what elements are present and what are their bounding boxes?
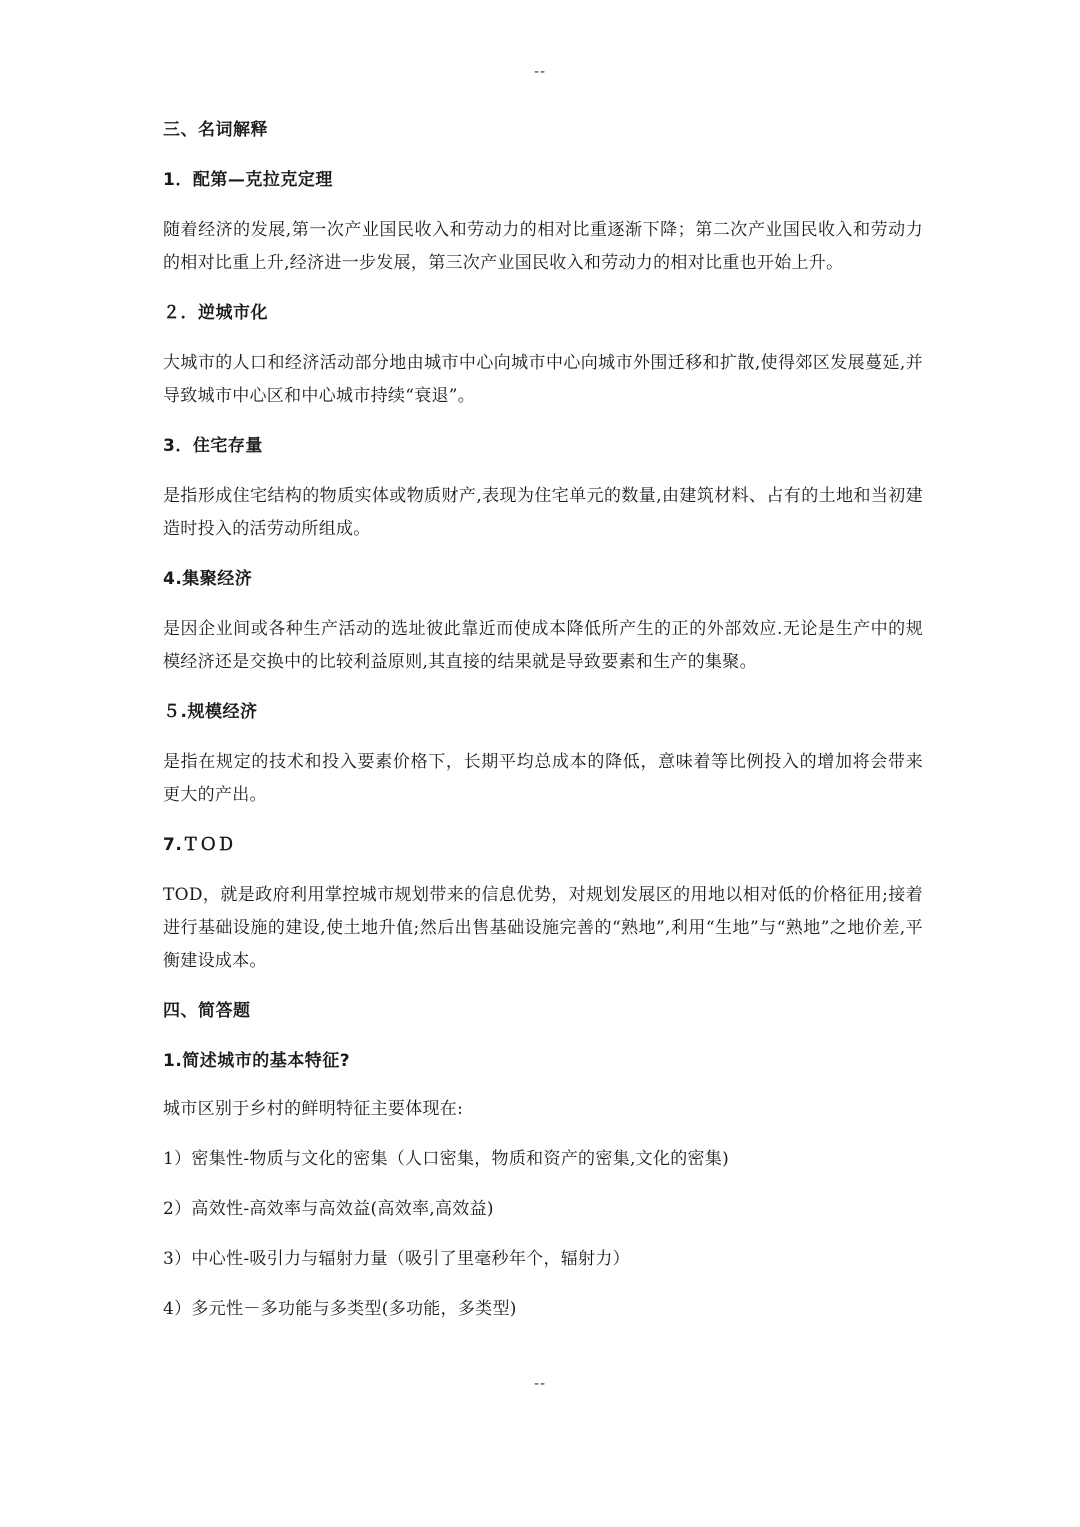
term-entry xyxy=(163,299,923,413)
answer-list-item: 1）密集性-物质与文化的密集（人口密集，物质和资产的密集,文化的密集) xyxy=(163,1149,730,1169)
page-bottom-marker: -- xyxy=(533,1376,547,1392)
answer-list-item: 2）高效性-高效率与高效益(高效率,高效益) xyxy=(163,1199,494,1219)
term-entry xyxy=(163,698,923,812)
term-definition: 大城市的人口和经济活动部分地由城市中心向城市中心向城市外围迁移和扩散,使得郊区发展蔓延,并导致城市中心区和中心城市持续“衰退”。 xyxy=(163,353,923,406)
section-title-short-answer: 四、简答题 xyxy=(163,1001,251,1021)
answer-list-item: 3）中心性-吸引力与辐射力量（吸引了里毫秒年个，辐射力） xyxy=(163,1249,630,1269)
answer-list-item: 4）多元性－多功能与多类型(多功能，多类型) xyxy=(163,1299,517,1319)
term-heading: ２．逆城市化 xyxy=(163,303,268,323)
question-heading: 1.简述城市的基本特征? xyxy=(163,1051,351,1071)
term-definition: TOD，就是政府利用掌控城市规划带来的信息优势，对规划发展区的用地以相对低的价格征用;接着进行基础设施的建设,使土地升值;然后出售基础设施完善的“熟地”,利用“生地”与“熟地”之地价差,平衡建设成本。 xyxy=(163,885,923,971)
term-definition: 是因企业间或各种生产活动的选址彼此靠近而使成本降低所产生的正的外部效应.无论是生产中的规模经济还是交换中的比较利益原则,其直接的结果就是导致要素和生产的集聚。 xyxy=(163,619,923,672)
term-heading: 7.ＴＯＤ xyxy=(163,835,235,855)
term-definition: 随着经济的发展,第一次产业国民收入和劳动力的相对比重逐渐下降；第二次产业国民收入和劳动力的相对比重上升,经济进一步发展，第三次产业国民收入和劳动力的相对比重也开始上升。 xyxy=(163,220,923,273)
section-title-terms: 三、名词解释 xyxy=(163,120,268,140)
answer-intro: 城市区别于乡村的鲜明特征主要体现在: xyxy=(163,1099,464,1119)
term-heading: 4.集聚经济 xyxy=(163,569,253,589)
term-entry xyxy=(163,166,923,280)
term-heading: ５.规模经济 xyxy=(163,702,258,722)
term-definition: 是指形成住宅结构的物质实体或物质财产,表现为住宅单元的数量,由建筑材料、占有的土地和当初建造时投入的活劳动所组成。 xyxy=(163,486,923,539)
page-content xyxy=(163,116,923,1345)
term-entry xyxy=(163,565,923,679)
term-heading: 3．住宅存量 xyxy=(163,436,263,456)
term-heading: 1．配第—克拉克定理 xyxy=(163,170,333,190)
page-top-marker: -- xyxy=(533,64,547,80)
term-entry xyxy=(163,432,923,546)
term-definition: 是指在规定的技术和投入要素价格下，长期平均总成本的降低，意味着等比例投入的增加将会带来更大的产出。 xyxy=(163,752,923,805)
term-entry xyxy=(163,831,923,978)
